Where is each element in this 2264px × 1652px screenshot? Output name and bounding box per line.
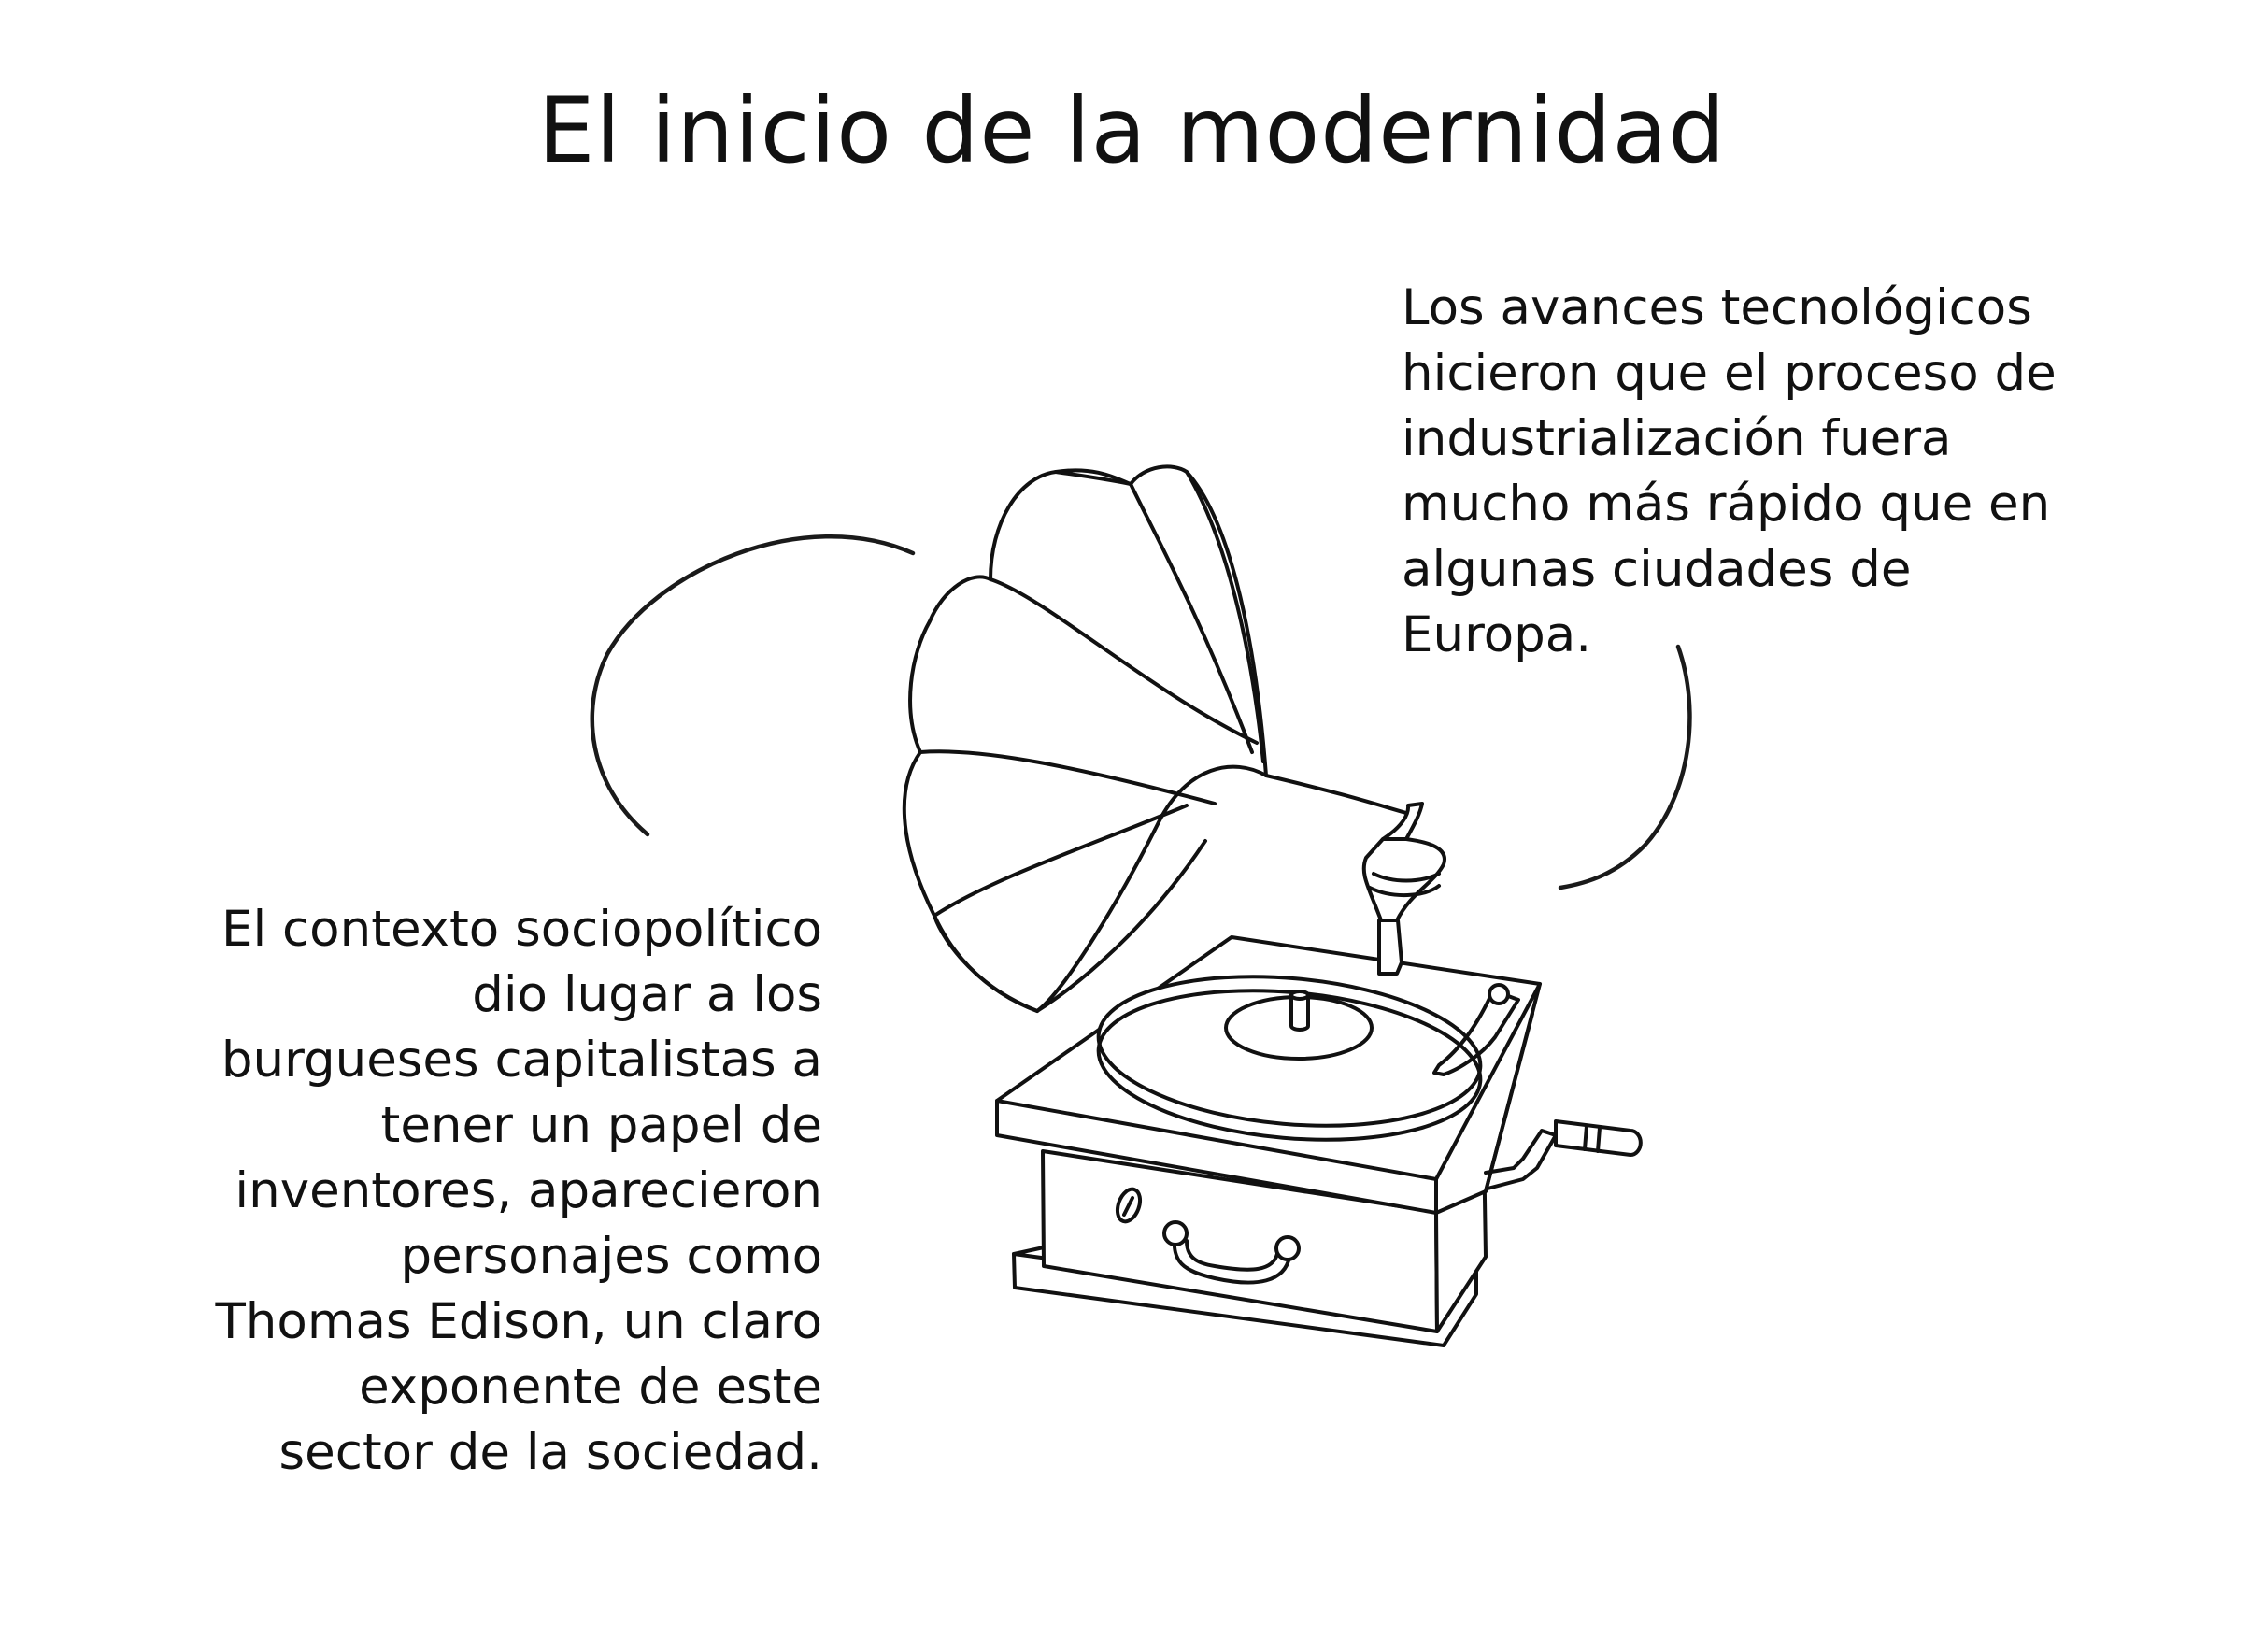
crank-knob [1556, 1121, 1641, 1155]
paragraph-line: burgueses capitalistas a [221, 1032, 822, 1089]
turntable-platter [1092, 961, 1487, 1140]
horn-neck [1383, 804, 1422, 839]
paragraph-line: Europa. [1402, 606, 1592, 663]
turntable-platter-edge [1092, 976, 1487, 1154]
sociopolitical-paragraph [168, 897, 822, 1486]
paragraph-line: algunas ciudades de [1402, 541, 1912, 598]
horn-elbow-rings [1370, 874, 1439, 895]
spindle-top [1291, 991, 1308, 999]
horn-elbow [1364, 839, 1445, 920]
paragraph-line: exponente de este [359, 1359, 822, 1416]
paragraph-line: dio lugar a los [472, 966, 822, 1023]
handle-bolt-right [1276, 1237, 1299, 1260]
paragraph-line: Los avances tecnológicos [1402, 279, 2032, 336]
paragraph-line: tener un papel de [380, 1097, 822, 1154]
cabinet-handle [1175, 1236, 1289, 1283]
cabinet-front [1043, 1151, 1437, 1332]
paragraph-line: Thomas Edison, un claro [215, 1293, 822, 1350]
keyhole-slot [1124, 1198, 1132, 1215]
paragraph-line: industrialización fuera [1402, 410, 1952, 467]
tone-arm-pivot [1489, 985, 1508, 1004]
horn-bell [904, 466, 1266, 1011]
paragraph-line: sector de la sociedad. [278, 1424, 822, 1481]
spindle [1291, 995, 1308, 1030]
horn-throat [1266, 776, 1406, 813]
paragraph-line: personajes como [400, 1228, 822, 1285]
paragraph-line: hicieron que el proceso de [1402, 345, 2057, 402]
crank-knob-grip [1585, 1126, 1600, 1151]
left-swoosh-decoration [592, 536, 913, 834]
crank-shaft [1486, 1131, 1556, 1189]
technology-paragraph [1402, 276, 2057, 668]
handle-bolt-left [1164, 1222, 1187, 1245]
horn-ribs [920, 472, 1263, 1011]
horn-rim [934, 472, 1131, 1011]
keyhole [1114, 1186, 1145, 1224]
cabinet-side [1436, 1140, 1486, 1332]
cabinet-top [997, 937, 1540, 1213]
paragraph-line: inventores, aparecieron [235, 1162, 822, 1219]
paragraph-line: mucho más rápido que en [1402, 476, 2051, 533]
tone-arm [1434, 990, 1518, 1075]
cabinet-top-edge [997, 984, 1540, 1213]
right-swoosh-decoration [1560, 647, 1689, 888]
paragraph-line: El contexto sociopolítico [221, 901, 822, 958]
page-title: El inicio de la modernidad [537, 78, 1727, 183]
horn-support [1379, 920, 1402, 974]
base-plate-edge [1014, 1243, 1084, 1254]
base-plate [1014, 1254, 1476, 1346]
record-label [1226, 997, 1372, 1059]
